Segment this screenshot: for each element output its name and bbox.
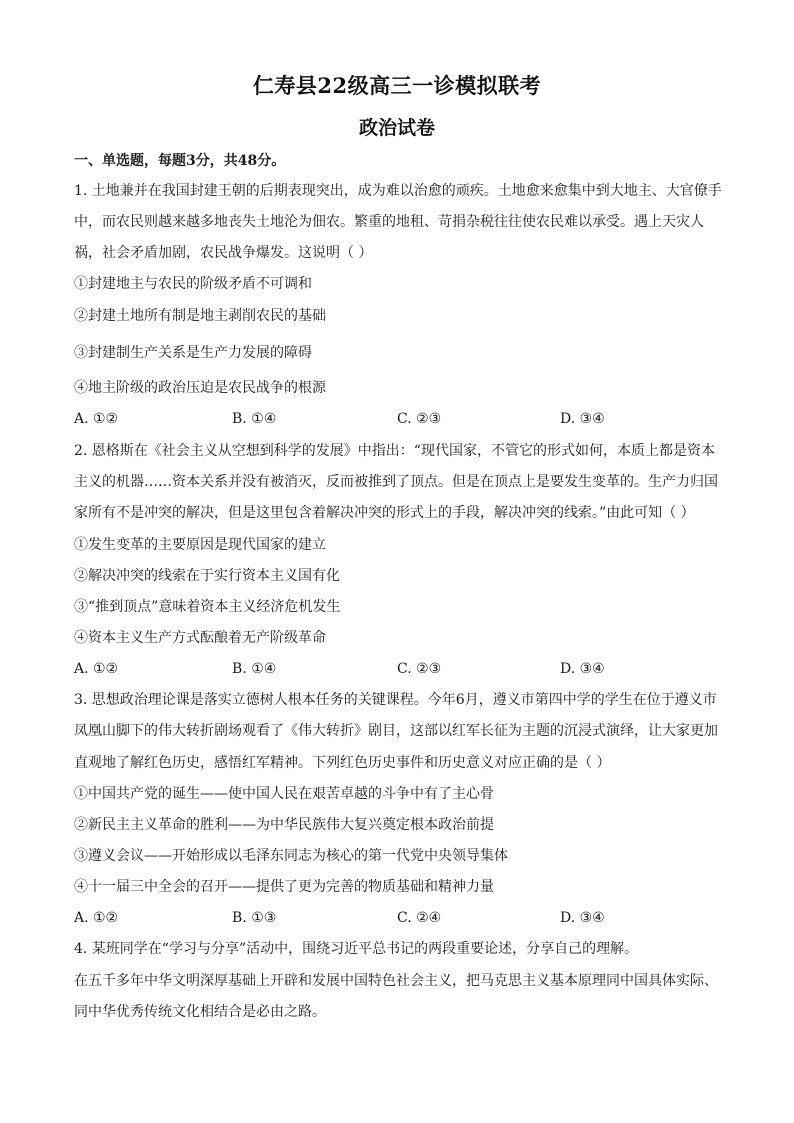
q2-option-c[interactable]: C. ②③ (397, 661, 442, 677)
q2-option-b[interactable]: B. ①④ (232, 661, 277, 677)
q2-option-a[interactable]: A. ①② (74, 661, 119, 677)
q1-statement: ②封建土地所有制是地主剥削农民的基础 (74, 308, 326, 324)
q4-quote-line: 同中华优秀传统文化相结合是必由之路。 (74, 1004, 326, 1020)
q1-statement: ①封建地主与农民的阶级矛盾不可调和 (74, 276, 312, 292)
q3-statement: ①中国共产党的诞生——使中国人民在艰苦卓越的斗争中有了主心骨 (74, 786, 494, 802)
q2-statement: ③“推到顶点”意味着资本主义经济危机发生 (74, 599, 341, 615)
q3-stem-line: 3. 思想政治理论课是落实立德树人根本任务的关键课程。今年6月，遵义市第四中学的学生在位于遵义市 (74, 692, 717, 708)
q2-stem-line: 2. 恩格斯在《社会主义从空想到科学的发展》中指出：“现代国家，不管它的形式如何，本质上都是资本 (74, 443, 715, 459)
q2-statement: ④资本主义生产方式酝酿着无产阶级革命 (74, 630, 326, 646)
q3-statement: ②新民主主义革命的胜利——为中华民族伟大复兴奠定根本政治前提 (74, 817, 494, 833)
q3-option-d[interactable]: D. ③④ (560, 910, 605, 926)
q3-stem-line: 直观地了解红色历史，感悟红军精神。下列红色历史事件和历史意义对应正确的是（ ） (74, 755, 611, 771)
q2-option-d[interactable]: D. ③④ (560, 661, 605, 677)
q2-statement: ①发生变革的主要原因是现代国家的建立 (74, 537, 326, 553)
q1-option-b[interactable]: B. ①④ (232, 411, 277, 427)
q4-stem-line: 4. 某班同学在“学习与分享”活动中，围绕习近平总书记的两段重要论述，分享自己的理解。 (74, 941, 639, 957)
q1-statement: ④地主阶级的政治压迫是农民战争的根源 (74, 380, 326, 396)
q3-options (74, 908, 724, 928)
q2-statement: ②解决冲突的线索在于实行资本主义国有化 (74, 568, 340, 584)
q3-stem-line: 凤凰山脚下的伟大转折剧场观看了《伟大转折》剧目，这部以红军长征为主题的沉浸式演绎，让大家更加 (74, 723, 718, 739)
q2-stem-line: 家所有不是冲突的解决，但是这里包含着解决冲突的形式上的手段，解决冲突的线索。”由此可知（ ） (74, 505, 695, 521)
q1-stem-line: 1. 土地兼并在我国封建王朝的后期表现突出，成为难以治愈的顽疾。土地愈来愈集中到大地主、大官僚手 (74, 183, 722, 199)
q3-statement: ③遵义会议——开始形成以毛泽东同志为核心的第一代党中央领导集体 (74, 848, 508, 864)
q1-option-d[interactable]: D. ③④ (560, 411, 605, 427)
q1-option-c[interactable]: C. ②③ (397, 411, 442, 427)
exam-title: 仁寿县22级高三一诊模拟联考 (252, 73, 542, 98)
q3-option-a[interactable]: A. ①② (74, 910, 119, 926)
q1-statement: ③封建制生产关系是生产力发展的障碍 (74, 345, 312, 361)
q1-stem-line: 中，而农民则越来越多地丧失土地沦为佃农。繁重的地租、苛捐杂税往往使农民难以承受。遇上天灾人 (74, 214, 704, 230)
q1-stem-line: 祸，社会矛盾加剧，农民战争爆发。这说明（ ） (74, 245, 373, 261)
section-heading: 一、单选题，每题3分，共48分。 (74, 153, 286, 169)
q1-option-a[interactable]: A. ①② (74, 411, 119, 427)
q2-options (74, 659, 724, 679)
exam-subtitle: 政治试卷 (358, 117, 435, 139)
q3-statement: ④十一届三中全会的召开——提供了更为完善的物质基础和精神力量 (74, 879, 494, 895)
q1-options (74, 409, 724, 429)
q3-option-b[interactable]: B. ①③ (232, 910, 277, 926)
q4-quote-line: 在五千多年中华文明深厚基础上开辟和发展中国特色社会主义，把马克思主义基本原理同中国具体实际、 (74, 973, 718, 989)
q3-option-c[interactable]: C. ②④ (397, 910, 442, 926)
q2-stem-line: 主义的机器……资本关系并没有被消灭，反而被推到了顶点。但是在顶点上是要发生变革的。生产力归国 (74, 474, 718, 490)
